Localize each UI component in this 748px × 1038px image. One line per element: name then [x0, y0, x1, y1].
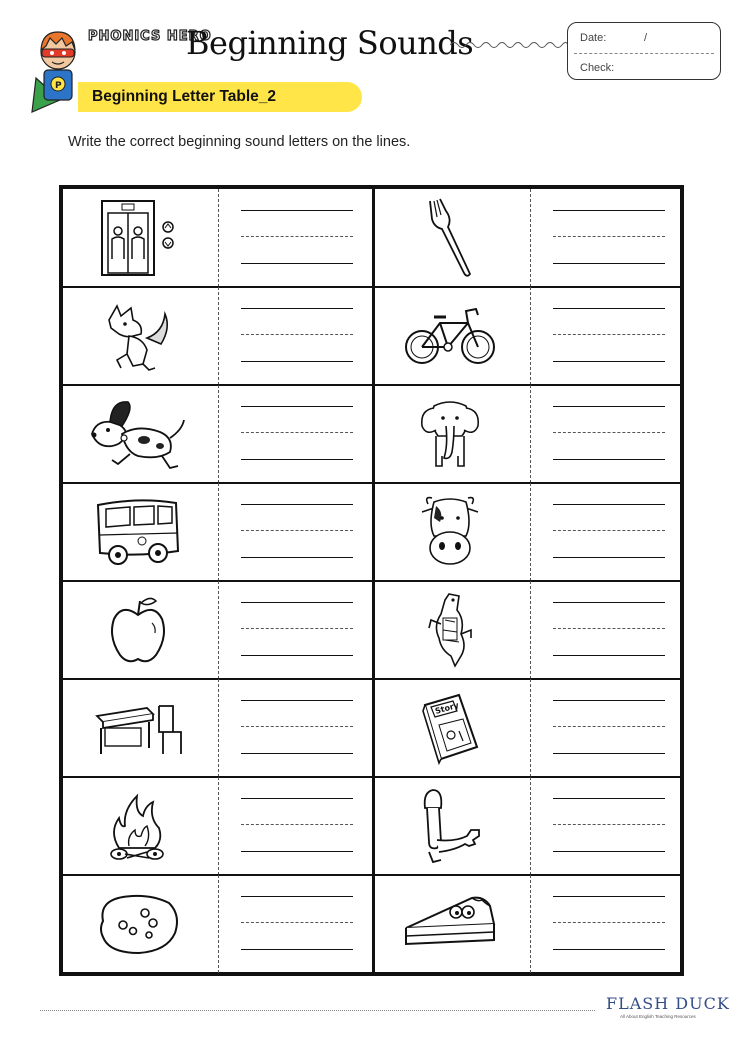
cell-elephant: [375, 385, 684, 483]
cow-icon: [420, 494, 480, 570]
table-row: [63, 189, 680, 287]
cell-bicycle: [375, 287, 684, 385]
answer-lines[interactable]: [241, 700, 353, 760]
bus-icon: [92, 495, 184, 569]
table-row: [63, 385, 680, 483]
answer-lines[interactable]: [241, 210, 353, 270]
cake-icon: [402, 892, 498, 956]
check-label: Check:: [580, 62, 615, 74]
cell-divider: [218, 483, 219, 581]
cell-bus: [63, 483, 372, 581]
answer-lines[interactable]: [241, 308, 353, 368]
fire-icon: [105, 788, 171, 864]
cell-cow: [375, 483, 684, 581]
table-row: [63, 287, 680, 385]
cell-divider: [530, 581, 531, 679]
answer-lines[interactable]: [241, 896, 353, 956]
cell-fork: [375, 189, 684, 287]
brand-name: PHONICS HERO: [88, 29, 212, 44]
footer-tagline: All About English Teaching Resources: [620, 1014, 696, 1019]
cell-dog: [63, 385, 372, 483]
table-row: [63, 483, 680, 581]
dog-icon: [88, 394, 188, 474]
fox-icon: [103, 298, 173, 374]
cell-divider: [218, 385, 219, 483]
svg-text:Story: Story: [434, 700, 460, 716]
answer-lines[interactable]: [553, 406, 665, 466]
apple-icon: [108, 593, 168, 667]
date-row: [580, 32, 714, 44]
cell-cookie: [63, 875, 372, 973]
cell-divider: [218, 287, 219, 385]
svg-text:P: P: [55, 81, 62, 91]
answer-lines[interactable]: [553, 504, 665, 564]
cell-elevator: [63, 189, 372, 287]
cell-desk: [63, 679, 372, 777]
cell-apple: [63, 581, 372, 679]
cell-fire: [63, 777, 372, 875]
bicycle-icon: [402, 303, 498, 369]
page-title: Beginning Sounds: [186, 24, 474, 62]
answer-lines[interactable]: [241, 798, 353, 858]
table-row: [63, 679, 680, 777]
date-label: Date:: [580, 32, 607, 44]
elephant-icon: [418, 396, 482, 472]
cell-alligator: [375, 581, 684, 679]
cell-divider: [530, 679, 531, 777]
cell-divider: [218, 581, 219, 679]
answer-lines[interactable]: [553, 602, 665, 662]
cell-divider: [530, 189, 531, 287]
footer-divider: [40, 1010, 595, 1011]
elevator-icon: [96, 197, 180, 279]
table-row: [63, 777, 680, 875]
answer-lines[interactable]: [553, 896, 665, 956]
footer-logo-text: FLASH DUCK: [606, 994, 730, 1013]
answer-lines[interactable]: [241, 602, 353, 662]
cell-story-book: [375, 679, 684, 777]
cell-divider: [218, 189, 219, 287]
answer-lines[interactable]: [553, 308, 665, 368]
cookie-icon: [93, 891, 183, 957]
cell-cake: [375, 875, 684, 973]
answer-lines[interactable]: [553, 798, 665, 858]
cell-divider: [530, 385, 531, 483]
cell-divider: [218, 875, 219, 973]
flash-duck-logo: [606, 994, 730, 1024]
story-book-icon: [419, 691, 481, 765]
instruction-text: Write the correct beginning sound letters on the lines.: [68, 134, 411, 150]
cell-divider: [218, 777, 219, 875]
cell-fox: [63, 287, 372, 385]
fork-icon: [420, 197, 480, 279]
answer-lines[interactable]: [553, 700, 665, 760]
alligator-icon: [425, 590, 475, 670]
answer-lines[interactable]: [241, 504, 353, 564]
table-row: [63, 875, 680, 973]
date-slash: /: [644, 32, 648, 44]
table-row: [63, 581, 680, 679]
answer-lines[interactable]: [241, 406, 353, 466]
cell-divider: [530, 287, 531, 385]
title-wave-decoration: [450, 38, 568, 52]
answer-lines[interactable]: [553, 210, 665, 270]
cell-divider: [530, 875, 531, 973]
cell-divider: [530, 483, 531, 581]
cell-arm: [375, 777, 684, 875]
arm-icon: [415, 786, 485, 866]
date-divider: [574, 53, 714, 54]
cell-divider: [218, 679, 219, 777]
desk-icon: [93, 698, 183, 758]
subtitle: Beginning Letter Table_2: [92, 88, 277, 105]
worksheet-table: [59, 185, 684, 976]
cell-divider: [530, 777, 531, 875]
date-check-box: [567, 22, 721, 80]
